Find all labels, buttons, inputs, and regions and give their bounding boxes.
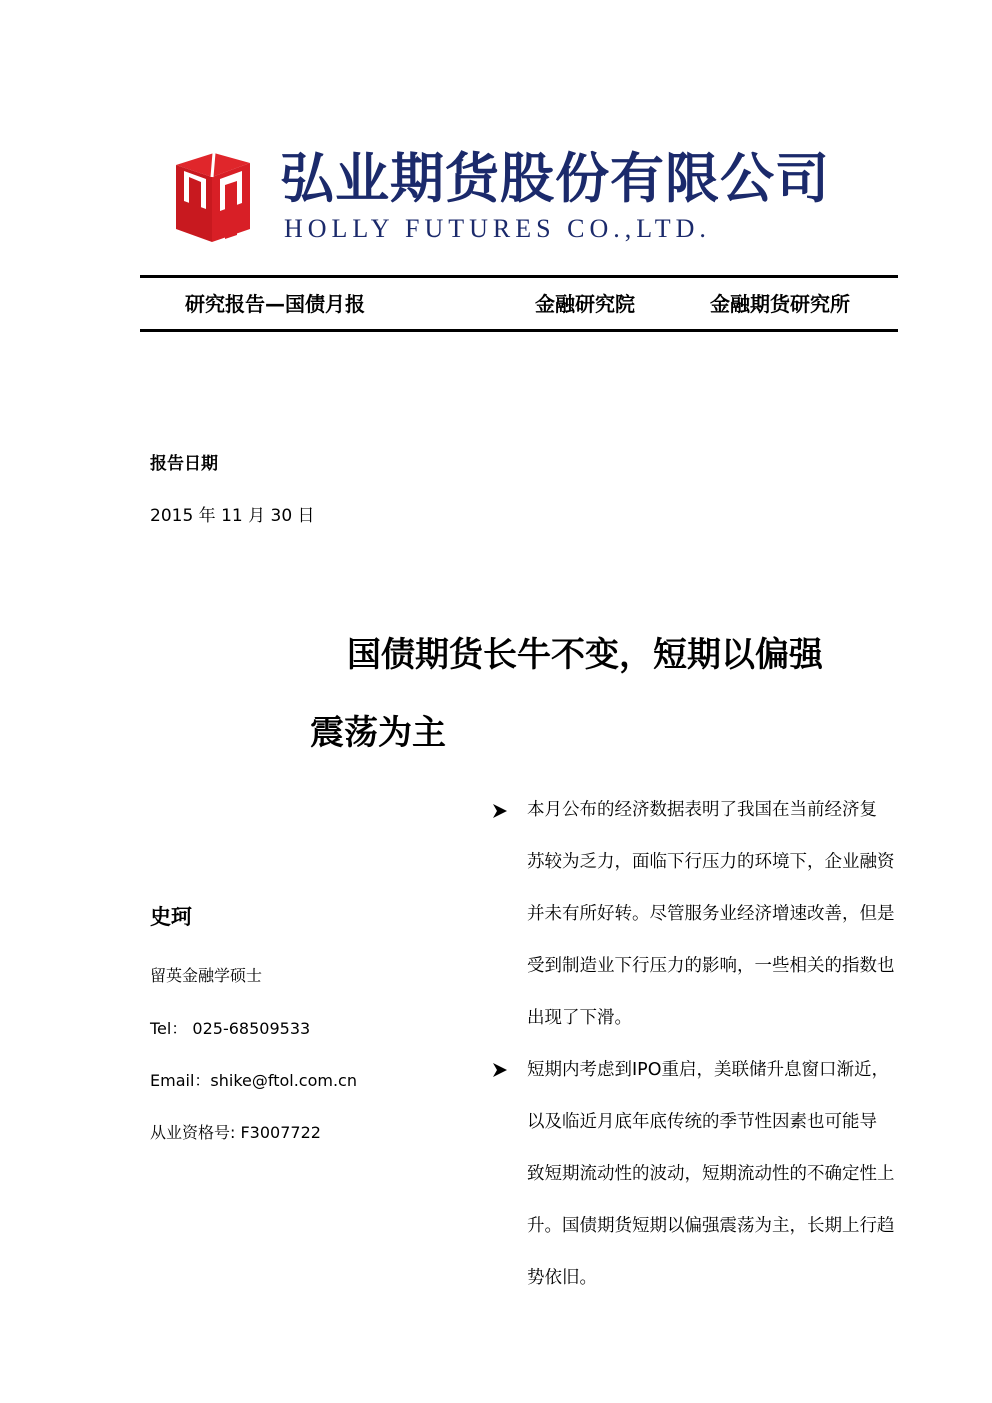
bullet-1-line: 受到制造业下行压力的影响，一些相关的指数也 bbox=[527, 956, 895, 976]
bullet-1-line: 苏较为乏力，面临下行压力的环境下，企业融资 bbox=[527, 852, 895, 872]
author-name: 史珂 bbox=[150, 905, 192, 929]
bullet-2-line: 致短期流动性的波动，短期流动性的不确定性上 bbox=[527, 1164, 895, 1184]
bullet-2-line: 短期内考虑到IPO重启，美联储升息窗口渐近， bbox=[527, 1060, 889, 1080]
institute-name: 金融研究院 bbox=[535, 292, 635, 316]
report-type: 研究报告—国债月报 bbox=[185, 292, 365, 316]
red-cube-logo-icon bbox=[170, 147, 252, 242]
bullet-2-line: 以及临近月底年底传统的季节性因素也可能导 bbox=[527, 1112, 877, 1132]
report-date-value: 2015 年 11 月 30 日 bbox=[150, 506, 315, 526]
header-top-rule bbox=[140, 275, 898, 278]
report-title-line-2: 震荡为主 bbox=[310, 713, 446, 753]
report-date-label: 报告日期 bbox=[150, 454, 218, 474]
bullet-2-line: 升。国债期货短期以偏强震荡为主，长期上行趋 bbox=[527, 1216, 895, 1236]
division-name: 金融期货研究所 bbox=[710, 292, 850, 316]
company-name-cn: 弘业期货股份有限公司 bbox=[280, 146, 830, 210]
author-email: Email：shike@ftol.com.cn bbox=[150, 1071, 357, 1090]
bullet-1-line: 并未有所好转。尽管服务业经济增速改善，但是 bbox=[527, 904, 895, 924]
author-tel: Tel： 025-68509533 bbox=[150, 1019, 311, 1038]
bullet-1-line: 出现了下滑。 bbox=[527, 1008, 632, 1028]
company-name-en: HOLLY FUTURES CO.,LTD. bbox=[284, 214, 711, 243]
author-license: 从业资格号: F3007722 bbox=[150, 1123, 321, 1142]
bullet-1-line: 本月公布的经济数据表明了我国在当前经济复 bbox=[527, 800, 877, 820]
header-bottom-rule bbox=[140, 329, 898, 332]
company-logo bbox=[170, 145, 830, 245]
arrowhead-bullet-icon bbox=[492, 1062, 508, 1078]
bullet-2-line: 势依旧。 bbox=[527, 1268, 597, 1288]
report-title-line-1: 国债期货长牛不变，短期以偏强 bbox=[347, 635, 823, 675]
arrowhead-bullet-icon bbox=[492, 803, 508, 819]
author-degree: 留英金融学硕士 bbox=[150, 966, 263, 985]
